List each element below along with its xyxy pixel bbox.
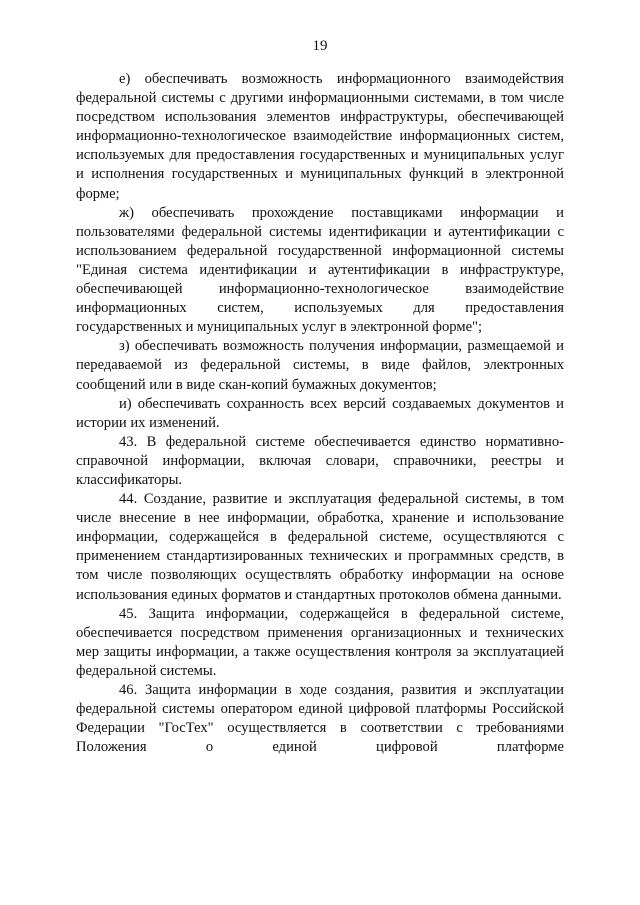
paragraph-46: 46. Защита информации в ходе создания, развития и эксплуатации федеральной системы оператором единой цифровой платформы Российской Федерации "ГосТех" осуществляется в соответствии с требованиями Положения о единой цифровой платформе <box>76 682 564 756</box>
page-number: 19 <box>312 38 328 54</box>
paragraph-z: з) обеспечивать возможность получения информации, размещаемой и передаваемой из федеральной системы, в виде файлов, электронных сообщений или в виде скан-копий бумажных документов; <box>76 338 564 393</box>
paragraph-i: и) обеспечивать сохранность всех версий создаваемых документов и истории их изменений. <box>76 395 564 431</box>
paragraph-e: е) обеспечивать возможность информационного взаимодействия федеральной системы с другими информационными системами, в том числе посредством использования элементов инфраструктуры, обеспечивающей информационно-технологическое взаимодействие информационных систем, используемых для предоставления государственных и муниципальных услуг и исполнения государственных и муниципальных функций в электронной форме; <box>76 71 564 202</box>
paragraph-45: 45. Защита информации, содержащейся в федеральной системе, обеспечивается посредством применения организационных и технических мер защиты информации, а также осуществления контроля за эксплуатацией федеральной системы. <box>76 605 564 679</box>
paragraph-zh: ж) обеспечивать прохождение поставщиками информации и пользователями федеральной системы идентификации и аутентификации с использованием федеральной государственной информационной системы "Единая система идентификации и аутентификации в инфраструктуре, обеспечивающей информационно-технологическое взаимодействие информационных систем, используемых для предоставления государственных и муниципальных услуг в электронной форме"; <box>76 204 564 336</box>
paragraph-44: 44. Создание, развитие и эксплуатация федеральной системы, в том числе внесение в нее информации, обработка, хранение и использование информации, содержащейся в федеральной системе, осуществляются с применением стандартизированных технических и программных средств, в том числе позволяющих осуществлять обработку информации на основе использования единых форматов и стандартных протоколов обмена данными. <box>76 491 564 603</box>
paragraph-43: 43. В федеральной системе обеспечивается единство нормативно-справочной информации, включая словари, справочники, реестры и классификаторы. <box>76 433 564 488</box>
document-body <box>76 70 564 757</box>
